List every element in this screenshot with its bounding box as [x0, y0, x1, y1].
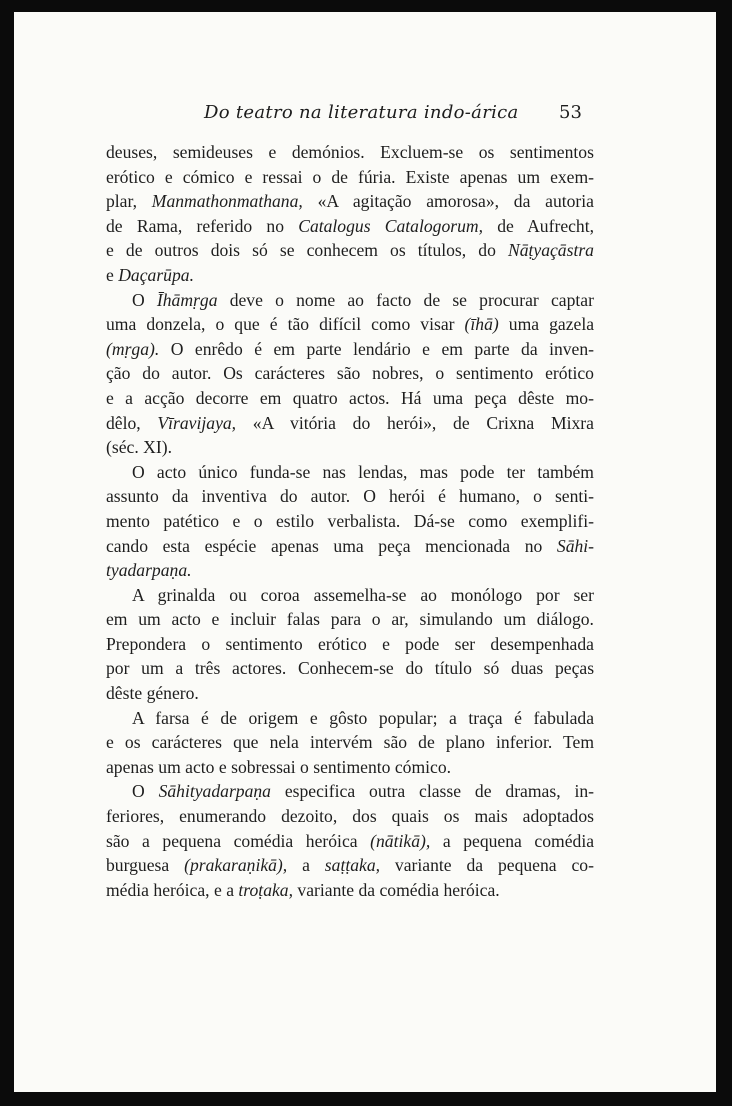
- paragraph-6: [106, 779, 594, 902]
- italic-term: Catalogus: [298, 215, 371, 236]
- text-line: [106, 558, 594, 583]
- page-number: 53: [559, 102, 582, 123]
- running-title: Do teatro na literatura indo-árica: [204, 102, 519, 123]
- italic-term: tyadarpaṇa.: [106, 560, 192, 581]
- text-line: e Daçarūpa.: [106, 264, 194, 285]
- paragraph-2: [106, 288, 594, 460]
- text-line: deuses, semideuses e demónios. Excluem-se os sentimentos: [106, 142, 594, 162]
- text-line: e os carácteres que nela intervém são de plano inferior. Tem: [106, 732, 595, 753]
- text-line: A farsa é de origem e gôsto popular; a traça é fabulada: [132, 707, 595, 728]
- italic-term: Sāhityadarpaṇa: [158, 781, 271, 802]
- text-line: burguesa (prakaraṇikā), a saṭṭaka, variante da pequena co-: [106, 855, 594, 876]
- text-line: O Sāhityadarpaṇa especifica outra classe de dramas, in-: [132, 781, 595, 802]
- text-line: em um acto e incluir falas para o ar, simulando um diálogo.: [106, 609, 594, 630]
- text-line: por um a três actores. Conhecem-se do título só duas peças: [106, 658, 595, 679]
- book-page: [14, 12, 716, 1092]
- text-line: O Īhāmṛga deve o nome ao facto de se procurar captar: [132, 289, 594, 310]
- italic-term: Sāhi-: [556, 535, 595, 556]
- text-line: feriores, enumerando dezoito, dos quais os mais adoptados: [106, 806, 594, 827]
- text-line: (mṛga). O enrêdo é em parte lendário e em parte da inven-: [106, 338, 595, 359]
- text-line: (séc. XI).: [106, 437, 172, 458]
- text-line: uma donzela, o que é tão difícil como visar (īhā) uma gazela: [106, 314, 595, 335]
- text-line: plar, Manmathonmathana, «A agitação amorosa», da autoria: [106, 191, 594, 212]
- paragraph-4: [106, 583, 594, 706]
- text-line: erótico e cómico e ressai o de fúria. Existe apenas um exem-: [106, 166, 595, 187]
- italic-term: Catalogorum,: [384, 215, 484, 236]
- page-body: [106, 140, 594, 902]
- paragraph-3: [106, 460, 594, 583]
- text-line: dêlo, Vīravijaya, «A vitória do herói», de Crixna Mixra: [106, 412, 594, 433]
- italic-term: troṭaka,: [238, 879, 293, 900]
- text-line: O acto único funda-se nas lendas, mas pode ter também: [132, 461, 594, 482]
- italic-term: (mṛga).: [106, 338, 160, 359]
- italic-term: saṭṭaka,: [324, 855, 381, 876]
- text-line: apenas um acto e sobressai o sentimento cómico.: [106, 756, 452, 777]
- italic-term: (nātikā),: [370, 830, 431, 851]
- italic-term: (prakaraṇikā),: [184, 855, 288, 876]
- italic-term: Daçarūpa.: [118, 264, 194, 285]
- text-line: cando esta espécie apenas uma peça mencionada no Sāhi-: [106, 535, 595, 556]
- text-line: Prepondera o sentimento erótico e pode ser desempenhada: [106, 633, 594, 654]
- italic-term: (īhā): [464, 314, 499, 335]
- page-header: [14, 102, 716, 126]
- italic-term: Nāṭyaçāstra: [507, 240, 594, 261]
- text-line: mento patético e o estilo verbalista. Dá-se como exemplifi-: [106, 510, 594, 531]
- italic-term: Īhāmṛga: [156, 289, 218, 310]
- text-line: assunto da inventiva do autor. O herói é humano, o senti-: [106, 486, 595, 507]
- text-line: dêste género.: [106, 683, 199, 704]
- text-line: de Rama, referido no Catalogus Catalogorum, de Aufrecht,: [106, 215, 595, 236]
- text-line: e de outros dois só se conhecem os títulos, do Nāṭyaçāstra: [106, 240, 594, 261]
- paragraph-1: [106, 140, 594, 288]
- text-line: ção do autor. Os carácteres são nobres, o sentimento erótico: [106, 363, 594, 384]
- text-line: A grinalda ou coroa assemelha-se ao monólogo por ser: [132, 584, 594, 605]
- italic-term: Manmathonmathana,: [151, 191, 303, 212]
- text-line: média heróica, e a troṭaka, variante da comédia heróica.: [106, 879, 500, 900]
- paragraph-5: [106, 706, 594, 780]
- italic-term: Vīravijaya,: [157, 412, 237, 433]
- text-line: e a acção decorre em quatro actos. Há uma peça dêste mo-: [106, 387, 594, 408]
- text-line: são a pequena comédia heróica (nātikā), a pequena comédia: [106, 830, 595, 851]
